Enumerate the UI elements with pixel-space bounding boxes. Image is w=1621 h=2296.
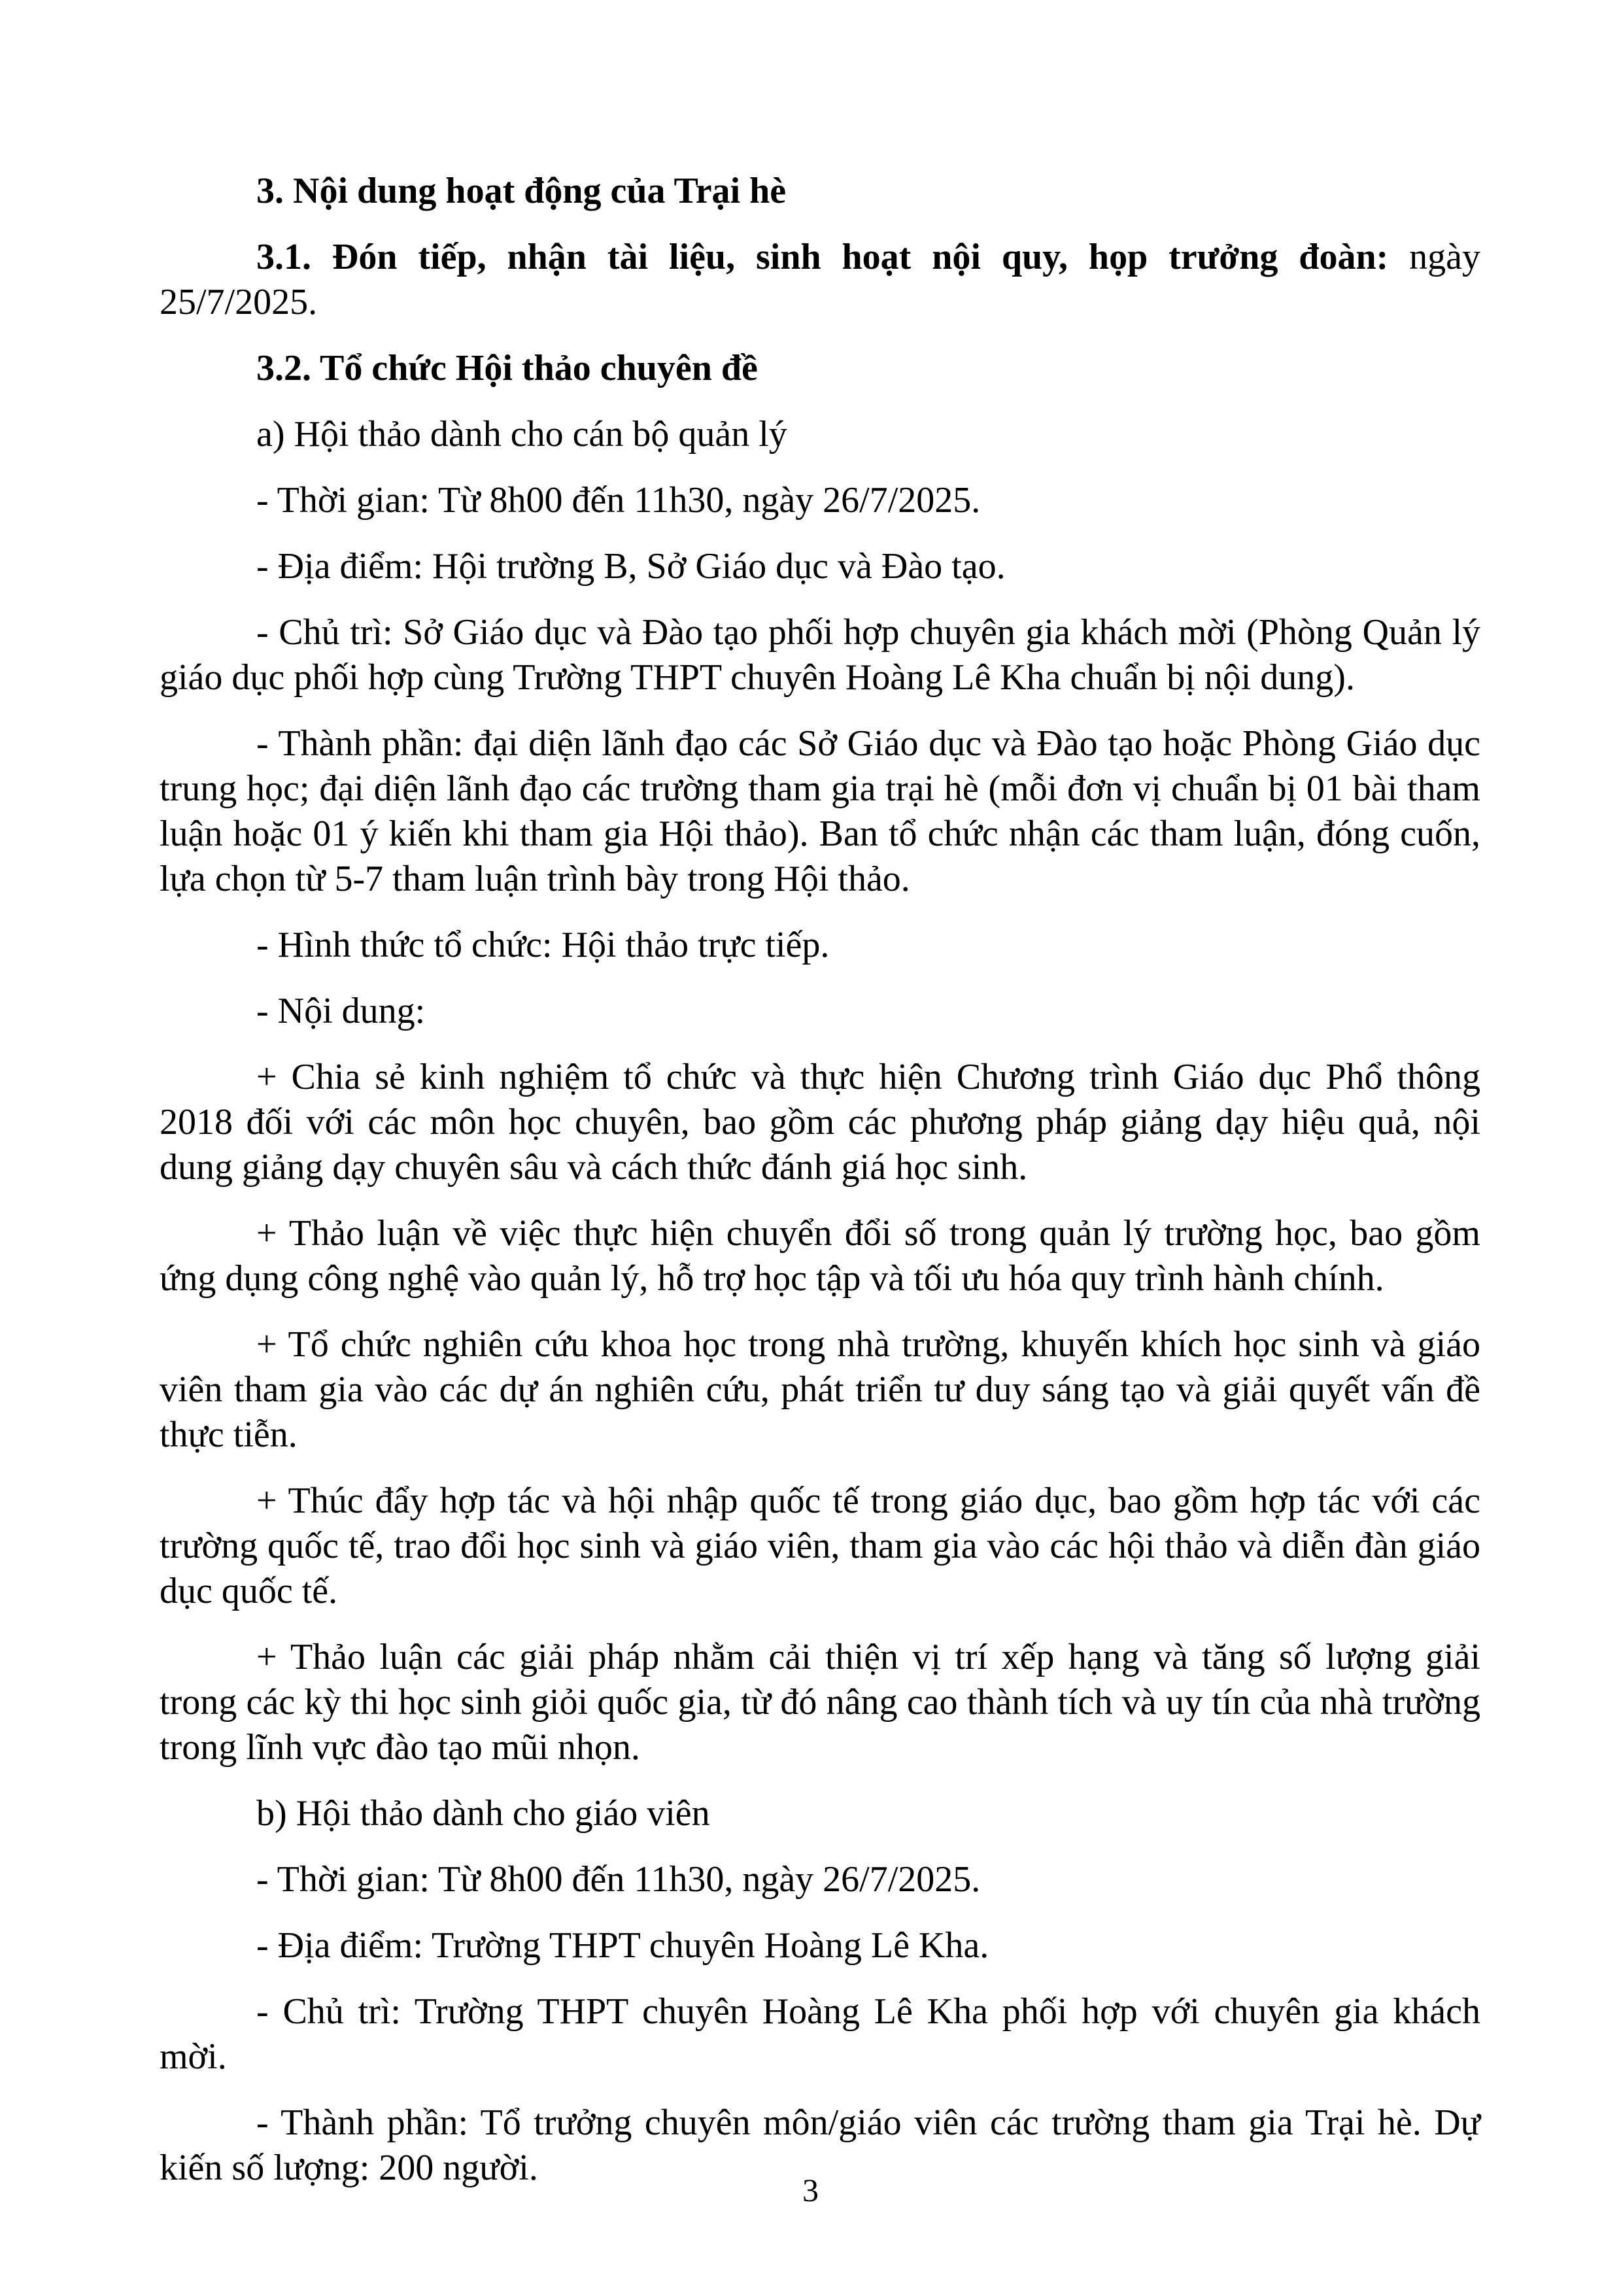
subsection-b-time: - Thời gian: Từ 8h00 đến 11h30, ngày 26/7/2025. xyxy=(256,1859,981,1900)
content-item-5: + Thảo luận các giải pháp nhằm cải thiện vị trí xếp hạng và tăng số lượng giải trong các kỳ thi học sinh giỏi quốc gia, từ đó nâng cao thành tích và uy tín của nhà trường trong lĩnh vực đào tạo mũi nhọn. xyxy=(160,1637,1480,1768)
document-body xyxy=(160,169,1480,2212)
subsection-a-place: - Địa điểm: Hội trường B, Sở Giáo dục và Đào tạo. xyxy=(256,546,1006,587)
subsection-a-members: - Thành phần: đại diện lãnh đạo các Sở Giáo dục và Đào tạo hoặc Phòng Giáo dục trung học; đại diện lãnh đạo các trường tham gia trại hè (mỗi đơn vị chuẩn bị 01 bài tham luận hoặc 01 ý kiến khi tham gia Hội thảo). Ban tổ chức nhận các tham luận, đóng cuốn, lựa chọn từ 5-7 tham luận trình bày trong Hội thảo. xyxy=(160,723,1480,899)
content-item-1: + Chia sẻ kinh nghiệm tổ chức và thực hiện Chương trình Giáo dục Phổ thông 2018 đối với các môn học chuyên, bao gồm các phương pháp giảng dạy hiệu quả, nội dung giảng dạy chuyên sâu và cách thức đánh giá học sinh. xyxy=(160,1057,1480,1188)
content-item-3: + Tổ chức nghiên cứu khoa học trong nhà trường, khuyến khích học sinh và giáo viên tham gia vào các dự án nghiên cứu, phát triển tư duy sáng tạo và giải quyết vấn đề thực tiễn. xyxy=(160,1324,1480,1455)
subsection-a-title: a) Hội thảo dành cho cán bộ quản lý xyxy=(256,414,787,454)
subsection-a-host: - Chủ trì: Sở Giáo dục và Đào tạo phối hợp chuyên gia khách mời (Phòng Quản lý giáo dục phối hợp cùng Trường THPT chuyên Hoàng Lê Kha chuẩn bị nội dung). xyxy=(160,612,1480,698)
section-3-1 xyxy=(160,235,1480,325)
subsection-b-title: b) Hội thảo dành cho giáo viên xyxy=(256,1793,710,1834)
subsection-b-members: - Thành phần: Tổ trưởng chuyên môn/giáo viên các trường tham gia Trại hè. Dự kiến số lượng: 200 người. xyxy=(160,2102,1480,2188)
section-heading-3-2: 3.2. Tổ chức Hội thảo chuyên đề xyxy=(256,348,758,388)
subsection-b-host: - Chủ trì: Trường THPT chuyên Hoàng Lê Kha phối hợp với chuyên gia khách mời. xyxy=(160,1991,1480,2077)
subsection-a-time: - Thời gian: Từ 8h00 đến 11h30, ngày 26/7/2025. xyxy=(256,480,981,521)
subsection-b-place: - Địa điểm: Trường THPT chuyên Hoàng Lê Kha. xyxy=(256,1925,989,1966)
section-3-1-heading: 3.1. Đón tiếp, nhận tài liệu, sinh hoạt nội quy, họp trưởng đoàn: xyxy=(256,237,1389,277)
subsection-a-form: - Hình thức tổ chức: Hội thảo trực tiếp. xyxy=(256,925,830,965)
content-item-4: + Thúc đẩy hợp tác và hội nhập quốc tế trong giáo dục, bao gồm hợp tác với các trường quốc tế, trao đổi học sinh và giáo viên, tham gia vào các hội thảo và diễn đàn giáo dục quốc tế. xyxy=(160,1481,1480,1611)
section-heading-3: 3. Nội dung hoạt động của Trại hè xyxy=(256,171,787,211)
content-item-2: + Thảo luận về việc thực hiện chuyển đổi số trong quản lý trường học, bao gồm ứng dụng công nghệ vào quản lý, hỗ trợ học tập và tối ưu hóa quy trình hành chính. xyxy=(160,1213,1480,1299)
subsection-a-content: - Nội dung: xyxy=(256,991,426,1031)
page-number: 3 xyxy=(802,2172,819,2208)
section-3-1-text: ngày 25/7/2025. xyxy=(160,237,1481,322)
